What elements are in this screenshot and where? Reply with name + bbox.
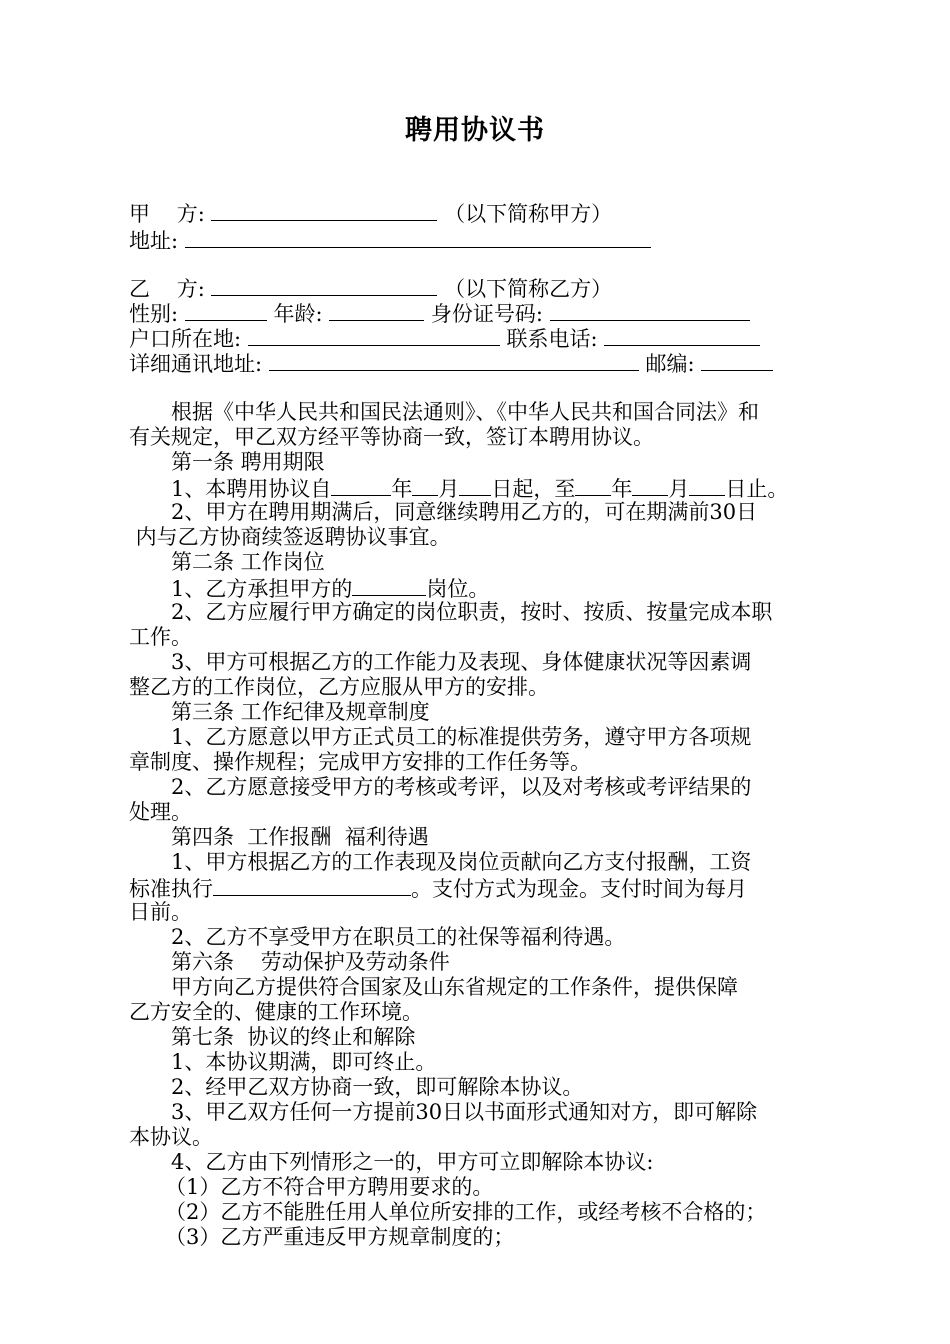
article-1-title: 第一条 聘用期限 bbox=[171, 450, 325, 474]
article-7-para-3-line-2: 本协议。 bbox=[129, 1125, 213, 1149]
article-6-title: 第六条 劳动保护及劳动条件 bbox=[171, 950, 450, 974]
article-4-para-1-line-3: 日前。 bbox=[129, 900, 192, 924]
party-b-gender-line bbox=[129, 300, 750, 326]
party-a-line bbox=[129, 200, 612, 226]
article-7-item-1: （1）乙方不符合甲方聘用要求的。 bbox=[165, 1175, 494, 1199]
intro-line-2: 有关规定，甲乙双方经平等协商一致，签订本聘用协议。 bbox=[129, 425, 654, 449]
party-a-label: 甲 方: bbox=[129, 202, 205, 226]
party-b-address-line bbox=[129, 350, 773, 376]
gender-label: 性别: bbox=[129, 302, 179, 326]
party-b-line bbox=[129, 275, 612, 301]
start-day-blank bbox=[459, 475, 491, 496]
article-2-para-1 bbox=[171, 575, 489, 601]
article-7-para-1: 1、本协议期满，即可终止。 bbox=[171, 1050, 437, 1074]
article-4-title: 第四条 工作报酬 福利待遇 bbox=[171, 825, 429, 849]
party-a-name-blank bbox=[211, 200, 437, 221]
article-1-para-2-line-2: 内与乙方协商续签返聘协议事宜。 bbox=[129, 525, 451, 549]
article-2-para-3-line-1: 3、甲方可根据乙方的工作能力及表现、身体健康状况等因素调 bbox=[171, 650, 752, 674]
article-7-item-2: （2）乙方不能胜任用人单位所安排的工作，或经考核不合格的； bbox=[165, 1200, 767, 1224]
end-month-blank bbox=[632, 475, 668, 496]
article-2-para-3-line-2: 整乙方的工作岗位，乙方应服从甲方的安排。 bbox=[129, 675, 549, 699]
article-7-para-4: 4、乙方由下列情形之一的，甲方可立即解除本协议: bbox=[171, 1150, 654, 1174]
gender-blank bbox=[185, 300, 267, 321]
article-7-para-2: 2、经甲乙双方协商一致，即可解除本协议。 bbox=[171, 1075, 584, 1099]
article-3-para-2-line-1: 2、乙方愿意接受甲方的考核或考评，以及对考核或考评结果的 bbox=[171, 775, 752, 799]
art1-p1-text-g: 日止。 bbox=[725, 477, 789, 501]
detail-address-label: 详细通讯地址: bbox=[129, 352, 263, 376]
party-a-address-line bbox=[129, 227, 651, 253]
hukou-blank bbox=[248, 325, 500, 346]
party-b-hukou-line bbox=[129, 325, 760, 351]
art2-p1-text-a: 1、乙方承担甲方的 bbox=[171, 577, 353, 601]
hukou-label: 户口所在地: bbox=[129, 327, 242, 351]
zip-label: 邮编: bbox=[645, 352, 695, 376]
end-year-blank bbox=[575, 475, 611, 496]
art1-p1-text-d: 日起，至 bbox=[491, 477, 576, 501]
art4-p1-text-a: 标准执行 bbox=[129, 877, 213, 901]
art2-p1-text-b: 岗位。 bbox=[426, 577, 490, 601]
art1-p1-text-b: 年 bbox=[391, 477, 413, 501]
art1-p1-text-c: 月 bbox=[438, 477, 460, 501]
phone-label: 联系电话: bbox=[506, 327, 598, 351]
position-blank bbox=[352, 575, 426, 596]
zip-blank bbox=[701, 350, 773, 371]
art1-p1-text-f: 月 bbox=[668, 477, 690, 501]
wage-standard-blank bbox=[213, 875, 411, 896]
article-7-para-3-line-1: 3、甲乙双方任何一方提前30日以书面形式通知对方，即可解除 bbox=[171, 1100, 758, 1124]
intro-line-1: 根据《中华人民共和国民法通则》、《中华人民共和国合同法》和 bbox=[171, 400, 759, 424]
article-3-para-1-line-2: 章制度、操作规程；完成甲方安排的工作任务等。 bbox=[129, 750, 591, 774]
article-6-para-1-line-2: 乙方安全的、健康的工作环境。 bbox=[129, 1000, 423, 1024]
article-4-para-1-line-2 bbox=[129, 875, 747, 901]
article-6-para-1-line-1: 甲方向乙方提供符合国家及山东省规定的工作条件，提供保障 bbox=[171, 975, 738, 999]
art1-p1-text-a: 1、本聘用协议自 bbox=[171, 477, 332, 501]
party-b-name-blank bbox=[211, 275, 437, 296]
id-label: 身份证号码: bbox=[430, 302, 543, 326]
age-label: 年龄: bbox=[273, 302, 323, 326]
party-b-suffix: （以下简称乙方） bbox=[444, 277, 613, 301]
article-2-para-2-line-2: 工作。 bbox=[129, 625, 192, 649]
article-7-item-3: （3）乙方严重违反甲方规章制度的； bbox=[165, 1225, 515, 1249]
article-7-title: 第七条 协议的终止和解除 bbox=[171, 1025, 416, 1049]
art1-p1-text-e: 年 bbox=[611, 477, 633, 501]
document-title: 聘用协议书 bbox=[405, 115, 545, 146]
start-year-blank bbox=[331, 475, 391, 496]
article-2-para-2-line-1: 2、乙方应履行甲方确定的岗位职责，按时、按质、按量完成本职 bbox=[171, 600, 773, 624]
art4-p1-text-b: 。支付方式为现金。支付时间为每月 bbox=[411, 877, 747, 901]
party-b-label: 乙 方: bbox=[129, 277, 205, 301]
article-2-title: 第二条 工作岗位 bbox=[171, 550, 325, 574]
phone-blank bbox=[604, 325, 760, 346]
start-month-blank bbox=[412, 475, 438, 496]
id-blank bbox=[550, 300, 750, 321]
article-3-para-1-line-1: 1、乙方愿意以甲方正式员工的标准提供劳务，遵守甲方各项规 bbox=[171, 725, 752, 749]
article-3-title: 第三条 工作纪律及规章制度 bbox=[171, 700, 430, 724]
detail-address-blank bbox=[269, 350, 639, 371]
article-1-para-1 bbox=[171, 475, 788, 501]
party-a-suffix: （以下简称甲方） bbox=[444, 202, 613, 226]
party-a-address-label: 地址: bbox=[129, 229, 179, 253]
age-blank bbox=[329, 300, 424, 321]
article-4-para-2: 2、乙方不享受甲方在职员工的社保等福利待遇。 bbox=[171, 925, 626, 949]
article-3-para-2-line-2: 处理。 bbox=[129, 800, 192, 824]
party-a-address-blank bbox=[185, 227, 651, 248]
article-4-para-1-line-1: 1、甲方根据乙方的工作表现及岗位贡献向乙方支付报酬，工资 bbox=[171, 850, 752, 874]
end-day-blank bbox=[689, 475, 725, 496]
article-1-para-2-line-1: 2、甲方在聘用期满后，同意继续聘用乙方的，可在期满前30日 bbox=[171, 500, 758, 524]
